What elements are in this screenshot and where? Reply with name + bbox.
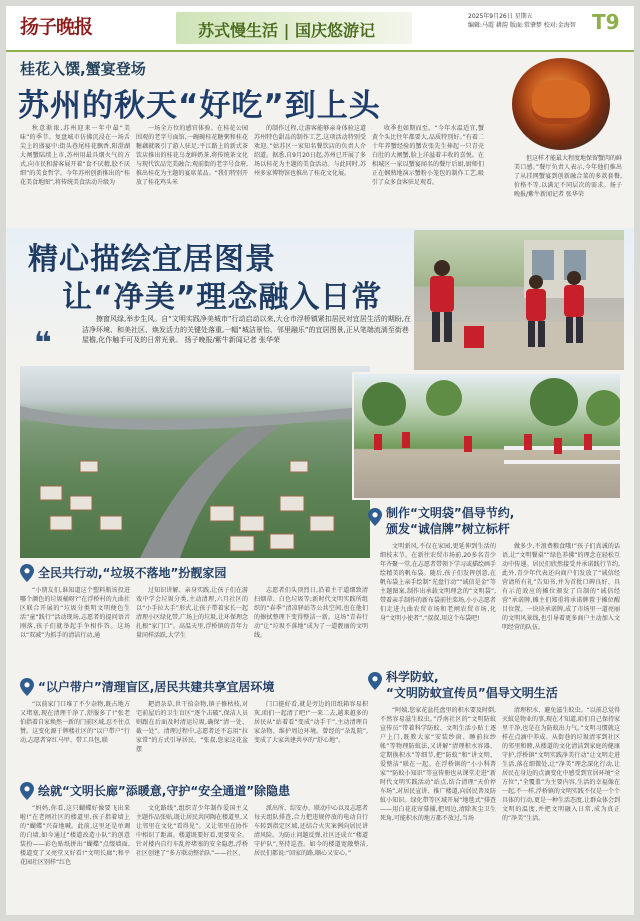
volunteers-illustration — [414, 230, 624, 370]
aerial-town-photo — [20, 366, 370, 558]
newspaper-logo: 扬子晚报 — [20, 16, 93, 38]
section-banner — [176, 12, 412, 44]
location-pin-icon — [20, 564, 34, 582]
story1-column-4: 收季也如期而至。“今年水温适宜,蟹黄个头比往年都要大,品质特别好。”有着二十年养蟹经验的蟹农张先生捧起一只青壳白肚的大闸蟹,脸上洋溢着丰收的喜悦。在相城区一家以蟹宴闻名的餐厅后厨,厨师们正在娴熟地演示蟹粉小笼包的制作工艺,吸引了众多食客驻足观看。 — [372, 125, 484, 186]
section-b-column-2: 耙清杂草,世干拾杂物,镇子修枯枝,对宅前屋后的卫生盲区“逐个击破”,保洁人员则跟在后面及时清运垃圾,确保“清一处、截一处”。清理过程中,志愿者还不忘用“拉家常”的方式引导居民。“张叔,您家这花盆摆 — [136, 701, 248, 753]
date-line: 2025年9月26日 星期五 — [468, 13, 533, 20]
staff-line: 编辑:马霞 耕韵 版面:常肇梦 校对:金海智 — [468, 22, 576, 29]
section-a-title: 全民共行动,“垃圾不落地”扮靓家园 — [38, 566, 227, 580]
newspaper-page — [6, 6, 634, 915]
aerial-illustration — [20, 366, 370, 558]
park-volunteers-photo — [352, 372, 622, 500]
location-pin-icon — [368, 672, 382, 690]
location-pin-icon — [20, 678, 34, 696]
section-d-column-1: 文明新风,不仅在家园,更延伸到生活的细枝末节。在新往农贸市场前,20多名青少年齐聚一堂,在志愿者带领下学习或描绘画手绘精美的帆布袋。随后,孩子们发挥创意,在帆布袋上亲手绘制“光盘行动”“诚信是金”等主题图案,制作出承载文明理念的“文明袋”,带着亲手制作的新布袋前往菜场,小小志愿者们走进九曲农贸市场和老闸农贸市场,化身“文明小使者”,“叔叔,用这个布袋吧! — [380, 543, 496, 622]
quote-mark-icon: ❝ — [34, 326, 52, 361]
section-a-column-1: “小朋友们,谁知道这个塑料瓶该投进哪个颜色的垃圾桶呀?”在浮桥村的九曲社区联合开展的“垃圾分类明文明便色生活”童“践行”活动现场,志愿者的提问语音刚落,孩子们就举起手争相作答。这场以“双减”为抓手的清洁行动,通 — [20, 587, 130, 639]
story1-headline: 苏州的秋天“好吃”到上头 — [18, 88, 381, 124]
section-e-title-line1: 科学防蚊, — [386, 670, 439, 684]
story1-column-1: 秋意渐浓,苏州迎来一年中最“美味”的季节。复盘城市仿佛沉浸在一场舌尖上的盛宴中:街头巷尾桂花飘香,阳澄湖大闸蟹陆续上市,苏州用最具烟火气的方式,向市民和游客展开着“食不厌精,脍不厌细”的美食哲学。今年苏州创新推出的“桂花美食地图”,将传统美食活动升级为 — [20, 125, 130, 186]
section-c-column-2: 文化路线”,组织青少年制作爱国主义主题作品张贴,既让居民共同陶在楼道里,又让邻里在文化“看得见”。又让邻里在协作中相识了距离。楼道既要好看,更要安全。针对楼内自行车乱停堵塞的安全隐患,浮桥社区创建了“多方联动整治队”——社区、 — [136, 805, 248, 857]
crab-shape — [532, 80, 590, 124]
section-d-column-2: 做多少,不浪费粮食哦!”孩子们真诚的话语,让“文明餐桌”“绿色养佛”的理念在轻松互动中传递。居民们欣然接受并承诺践行节约,此外,青少年代表还向商户们发放了“诚信经营请所有礼”告知书,并为首批口碑良好、具有示范效应的摊位颁发了自制的“诚信经营”承诺牌,摊主们郑重将承诺牌置于摊位醒目位置。一块块承诺牌,成了市场里一道亮丽的文明风景线,也引导着更多商户主动加入文明经营的队伍。 — [502, 543, 620, 631]
location-pin-icon — [20, 782, 34, 800]
page-number: T9 — [592, 10, 620, 34]
crab-dish-photo — [512, 58, 610, 150]
story1-column-2: 一场全方位的感官体验。在桂花公园围观的老字号面馆,一碗碗桂花糖粥和桂花糖藕就吸引了游人驻足;平江路上的新式茶饮店推出的桂花乌龙鲜奶茶,将传统茶文化与现代饮品完美融合;观前街的老字号食府,推出桂花为主题的宴席菜品。“我们特别开放了桂花鸡头米 — [136, 125, 248, 186]
section-c-title: 绘就“文明长廊”添暖意,守护“安全通道”除隐患 — [38, 784, 291, 798]
volunteers-cleaning-photo — [414, 230, 624, 370]
section-b-column-1: “以前家门口堆了不少杂物,既占地方又堵塞,现在清理干净了,舒服多了!”张老伯指着自家焕然一新的门前区域,忍不住点赞。这变化源于牌楼社区的“以户带户”行动,志愿者穿红马甲、带工具包,联 — [20, 701, 130, 744]
section-d-title-line1: 制作“文明袋”倡导节约, — [386, 506, 515, 520]
section-a-column-3: 志愿者们头顶烈日,沿着主干道细致清扫烟蒂、白色垃圾等;新时代文明实践所组织的“春季”清凉驿站等公共空间,也在他们的擦拭整理下变得整洁一新。这场“青春行动”让“垃圾不落地”成为了一道靓丽的文明线。 — [254, 587, 368, 639]
story1-column-3: 的制作过程,让游客能够亲身体验这道苏州特色甜品的制作工艺,这项活动特别受欢迎。”姑苏区一家知名餐饮店的负责人介绍道。据悉,自9月20日起,苏州已开展了多场以桂花为主题的美食活动。与此同时,苏州多家博物馆也推出了桂花文化展。 — [254, 125, 366, 177]
story1-kicker: 桂花入馔,蟹宴登场 — [20, 60, 146, 78]
location-pin-icon — [368, 508, 382, 526]
story2-headline-line2: 让“净美”理念融入日常 — [62, 280, 383, 315]
section-b-column-3: 门口挺好看,就是旁边的旧纸箱容易积灰,咱们一起清了吧!”一来二去,越来越多的居民从“站着看”变成“动手干”,主动清理自家杂物、维护周边环境。曾经的“杂乱院”,变成了大家共建共享的“舒心地”。 — [254, 701, 368, 744]
section-title: 苏式慢生活 | 国庆悠游记 — [198, 21, 375, 40]
section-e-column-2: 清理积水、避免滋生蚊虫。“以前总觉得灭蚊是物业的事,现在才知道,咱们自己保持家里干净,也是在为防蚊出力气。”文明习惯就这样在点滴中养成。从街巷的垃圾清零到社区的邻里和睦,从楼道的文化清洁到家庭的健康守护,浮桥镇“文明实践净美行动”让文明走进生活,落在细微处,让“净美”理念深化行动,让居民在身边的点滴变化中感受到宜居环境“全方位”,“全覆盖”为主要内容,生活的幸福像在一起,不一样,浮桥镇的文明实践不仅是一个个具体的行动,更是一种生活态度,让群众体会到文明的温度,并把文明融入日常,成为真正的“净美”生活。 — [502, 707, 620, 822]
publication-info — [468, 12, 576, 30]
masthead — [6, 6, 634, 52]
story1-column-5: 但这样才能最大程度地保留蟹肉的鲜美口感。”餐厅负责人表示,今年他们推出了从挂网蟹宴到创新融合菜的多款套餐,价格不等,以满足不同层次的需求。扬子晚报/紫牛新闻记者 张华荣 — [514, 155, 622, 198]
section-c-column-3: 派出所、综安办、联动中心以及志愿者每天组队排查,合力把违规停放的电动自行车转到指定区域,还结合火灾案例向居民讲清风险。为防止问题反弹,社区还成立“楼道守护队”,坚持巡查。如今的楼道宽敞整洁,居民们都说:“回家的路,顺心又安心。” — [254, 805, 368, 857]
section-e-title-line2: “文明防蚊宣传员”倡导文明生活 — [386, 686, 558, 700]
section-c-column-1: “妈妈,你看,这只蝴蝶好像要飞出来啦!”在老闸社区的楼道里,孩子指着墙上的“蝴蝶”兴奋地喊。此前,这里还是单调的白墙,如今通过“楼道改造小队”的创意装扮——彩色贴纸拼出“蝴蝶”点缀墙面,楼道变了又亮堂又好看!“文明长廊”;和平花园社区别样“红色 — [20, 805, 130, 866]
section-b-title: “以户带户”清理盲区,居民共建共享宜居环境 — [38, 680, 275, 694]
story2-lead: 擦窗风绿,举步生风。自“文明实践净美城市”行动启动以来,大仓市浮桥镇紧扣居民对宜居生活的期盼,在洁净环境、和美社区、焕发活力的关键处落重,一幅“城洁景怡、邻里融乐”的宜居图景,正从笔端流淌至街巷屋檐,化作触手可及的日常光景。 扬子晚报/紫牛新闻记者 张华荣 — [82, 315, 411, 344]
section-d-title-line2: 颁发“诚信牌”树立标杆 — [386, 522, 510, 536]
section-a-column-2: 过知识讲解、亲身实践,让孩子们在游戏中学会垃圾分类,主动清理,六月社区的以“小手拉大手”形式,让孩子带着家长一起清理小区绿化带,广场上的垃圾,让环保理念扎根“家门口”。高温天里,浮桥镇的青年力量同样活跃,大学生 — [136, 587, 248, 639]
section-e-column-1: “阿姨,您家花盆托盘里的积水要及时倒,不然容易滋生蚊虫。”浮南社区的“文明防蚊宣传员”带着科学防蚊、文明生活小贴士逐户上门,既教大家“安装纱窗、睡前拉纱帐”等物理防蚊法,又讲解“清理积水容器、定期换积水”等细节,把“防蚊”和“讲文明、爱整洁”联在一起。在浮桥镇的“小小科普家”“防蚊小知识”等宣传册也从课堂走进“新时代文明实践活动”站点,结合清理“天价停车场”,对居民宣讲、推广楼道,向居民普及防蚊小知识。绿化带等区域开展“地毯式”排查——用白花花帘幕捕,把周边,清除灰尘卫生死角,可能积水的地方都不放过,当场 — [380, 707, 496, 822]
story2-headline-line1: 精心描绘宜居图景 — [28, 242, 276, 277]
park-illustration — [354, 374, 620, 498]
